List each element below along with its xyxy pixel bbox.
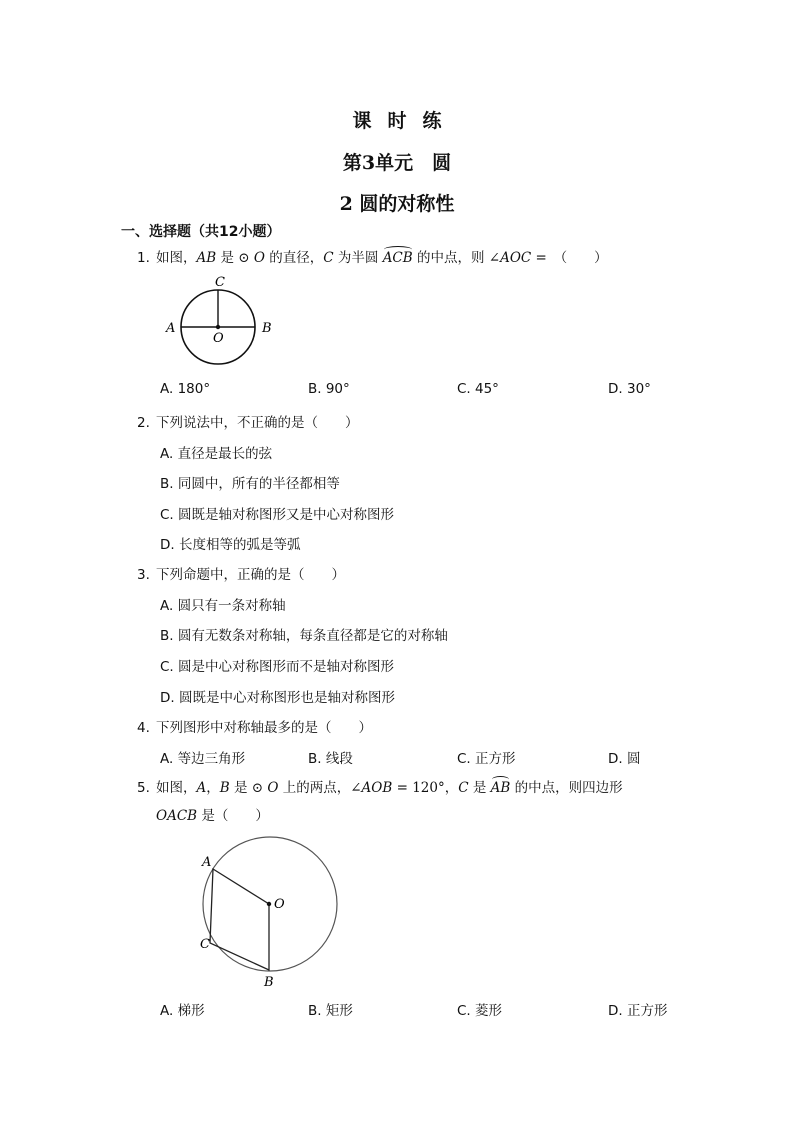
label-c: C xyxy=(200,937,210,952)
option-3d[interactable]: D. 圆既是中心对称图形也是轴对称图形 xyxy=(160,690,395,706)
question-1: 1. 如图，AB 是 ⊙ O 的直径，C 为半圆 ACB 的中点，则 ∠AOC = （ ） xyxy=(137,250,608,266)
lesson-title: 2 圆的对称性 xyxy=(339,193,455,215)
option-4c[interactable]: C. 正方形 xyxy=(457,751,516,767)
section-heading: 一、选择题（共12小题） xyxy=(121,224,281,240)
center-point xyxy=(267,902,271,906)
question-number: 3. xyxy=(137,567,150,583)
question-number: 5. xyxy=(137,780,150,796)
option-2d[interactable]: D. 长度相等的弧是等弧 xyxy=(160,537,301,553)
question-number: 4. xyxy=(137,720,150,736)
center-point xyxy=(216,325,220,329)
option-2a[interactable]: A. 直径是最长的弦 xyxy=(160,446,273,462)
answer-blank: （ ） xyxy=(560,250,608,266)
option-5d[interactable]: D. 正方形 xyxy=(608,1003,668,1019)
label-b: B xyxy=(262,321,272,336)
circle-symbol-icon: ⊙ xyxy=(238,250,250,266)
question-3: 3. 下列命题中，正确的是（ ） xyxy=(137,567,345,583)
arc-ab: AB xyxy=(490,780,511,796)
figure-circle-5 xyxy=(196,832,346,990)
option-3b[interactable]: B. 圆有无数条对称轴，每条直径都是它的对称轴 xyxy=(160,628,448,644)
question-number: 1. xyxy=(137,250,150,266)
option-2c[interactable]: C. 圆既是轴对称图形又是中心对称图形 xyxy=(160,507,395,523)
label-b: B xyxy=(264,975,274,990)
option-2b[interactable]: B. 同圆中，所有的半径都相等 xyxy=(160,476,340,492)
option-4d[interactable]: D. 圆 xyxy=(608,751,641,767)
option-3c[interactable]: C. 圆是中心对称图形而不是轴对称图形 xyxy=(160,659,395,675)
circle-symbol-icon: ⊙ xyxy=(251,780,264,796)
label-a: A xyxy=(202,855,212,870)
option-5b[interactable]: B. 矩形 xyxy=(308,1003,353,1019)
question-2: 2. 下列说法中，不正确的是（ ） xyxy=(137,415,359,431)
option-1c[interactable]: C. 45° xyxy=(457,381,499,397)
label-o: O xyxy=(274,897,285,912)
option-4b[interactable]: B. 线段 xyxy=(308,751,353,767)
question-5: 5. 如图，A，B 是 ⊙ O 上的两点，∠AOB = 120°，C 是 AB 的中点，则四边形 xyxy=(137,780,623,796)
label-c: C xyxy=(215,275,225,290)
figure-circle-1 xyxy=(160,270,280,374)
question-5-line-2: OACB 是（ ） xyxy=(156,808,269,824)
worksheet-title: 课时练 xyxy=(352,110,458,132)
option-1b[interactable]: B. 90° xyxy=(308,381,350,397)
arc-acb: ACB xyxy=(382,250,413,266)
option-5a[interactable]: A. 梯形 xyxy=(160,1003,205,1019)
option-1d[interactable]: D. 30° xyxy=(608,381,651,397)
unit-title: 第3单元 圆 xyxy=(342,152,452,174)
question-number: 2. xyxy=(137,415,150,431)
label-o: O xyxy=(213,331,224,346)
label-a: A xyxy=(166,321,176,336)
question-4: 4. 下列图形中对称轴最多的是（ ） xyxy=(137,720,372,736)
quadrilateral-oacb xyxy=(210,869,269,970)
option-5c[interactable]: C. 菱形 xyxy=(457,1003,503,1019)
option-3a[interactable]: A. 圆只有一条对称轴 xyxy=(160,598,286,614)
option-1a[interactable]: A. 180° xyxy=(160,381,211,397)
option-4a[interactable]: A. 等边三角形 xyxy=(160,751,246,767)
